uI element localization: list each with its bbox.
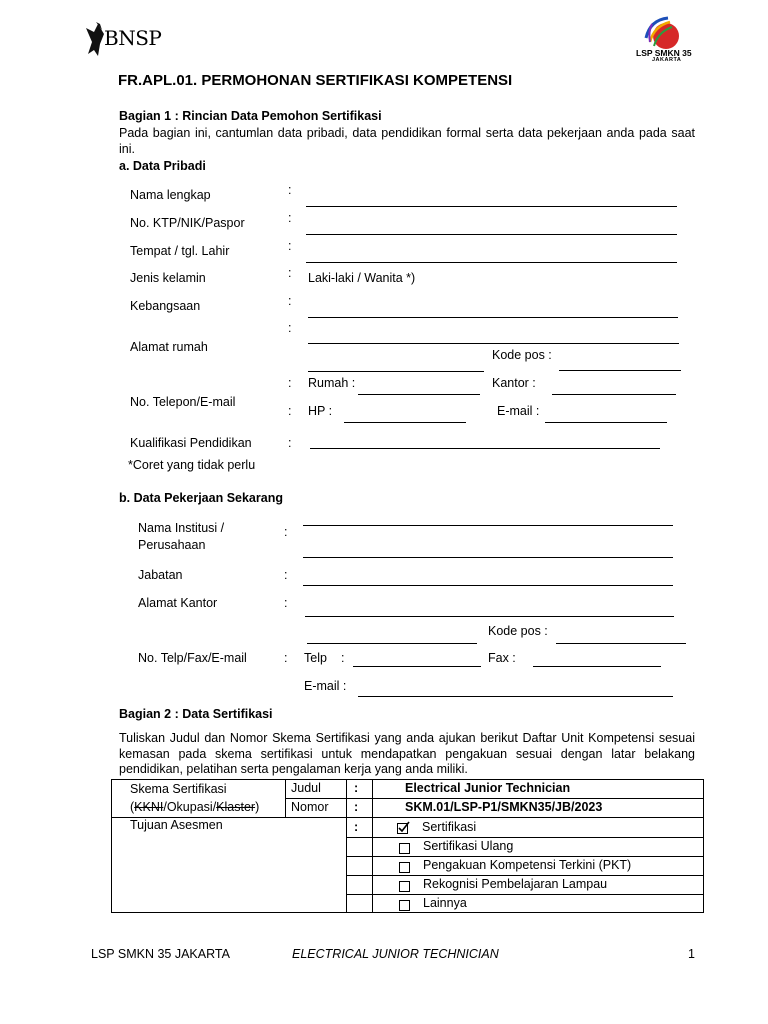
- telepon-label: No. Telepon/E-mail: [130, 395, 236, 409]
- sertifikasi-table: [111, 779, 704, 913]
- section-b-heading: b. Data Pekerjaan Sekarang: [119, 491, 283, 505]
- work-email-label: E-mail :: [304, 679, 347, 693]
- bagian2-intro: Tuliskan Judul dan Nomor Skema Sertifikasi yang anda ajukan berikut Daftar Unit Kompetensi sesuai kemasan pada skema sertifikasi untuk mendapatkan pengakuan sesuai dengan latar belakang pendidikan, pelatihan serta pengalaman kerja yang anda miliki.: [119, 731, 695, 776]
- lsp-logo-line2: JAKARTA: [652, 57, 682, 63]
- colon: :: [288, 404, 292, 418]
- alamat-kantor-field-line1[interactable]: [305, 616, 674, 617]
- colon: :: [284, 651, 288, 665]
- colon: :: [288, 183, 292, 197]
- option-lainnya: Lainnya: [423, 896, 467, 910]
- table-divider: [346, 875, 704, 876]
- colon: :: [354, 820, 359, 834]
- alamat-field-line1[interactable]: [308, 343, 679, 344]
- email-field[interactable]: [545, 422, 667, 423]
- colon: :: [284, 568, 288, 582]
- skema-label-2: [130, 800, 259, 814]
- hp-label: HP :: [308, 404, 333, 418]
- footer-page-number: 1: [688, 947, 695, 961]
- jabatan-field[interactable]: [303, 585, 673, 586]
- checkbox-lainnya[interactable]: [399, 900, 410, 911]
- colon: :: [288, 321, 292, 335]
- colon: :: [288, 294, 292, 308]
- kodepos-label: Kode pos :: [492, 348, 552, 362]
- telp-fax-label: No. Telp/Fax/E-mail: [138, 651, 247, 665]
- bagian1-intro: Pada bagian ini, cantumlan data pribadi, data pendidikan formal serta data pekerjaan anda pada saat ini.: [119, 126, 695, 156]
- bagian2-heading: Bagian 2 : Data Sertifikasi: [119, 707, 273, 721]
- kodepos-field[interactable]: [559, 370, 681, 371]
- nama-label: Nama lengkap: [130, 188, 211, 202]
- colon: :: [284, 596, 288, 610]
- kualifikasi-field[interactable]: [310, 448, 660, 449]
- institusi-field-line2[interactable]: [303, 557, 673, 558]
- check-icon: [397, 821, 410, 834]
- judul-label: Judul: [291, 781, 321, 795]
- table-divider: [285, 780, 286, 818]
- rumah-label: Rumah :: [308, 376, 356, 390]
- skema-kkni: KKNI: [134, 800, 164, 814]
- alamat-kantor-label: Alamat Kantor: [138, 596, 218, 610]
- judul-value: Electrical Junior Technician: [405, 781, 571, 795]
- option-rpl: Rekognisi Pembelajaran Lampau: [423, 877, 608, 891]
- skema-label-1: Skema Sertifikasi: [130, 782, 227, 796]
- skema-okupasi: /Okupasi/: [163, 800, 217, 814]
- ktp-field[interactable]: [306, 234, 677, 235]
- skema-open-paren: (: [130, 800, 135, 814]
- rumah-field[interactable]: [358, 394, 480, 395]
- jenis-kelamin-value[interactable]: Laki-laki / Wanita *): [308, 271, 416, 285]
- table-divider: [372, 780, 373, 912]
- colon: :: [288, 376, 292, 390]
- table-divider: [346, 837, 704, 838]
- institusi-label-2: Perusahaan: [138, 538, 206, 552]
- table-divider: [285, 798, 704, 799]
- institusi-label-1: Nama Institusi /: [138, 521, 225, 535]
- ttl-label: Tempat / tgl. Lahir: [130, 244, 230, 258]
- note-coret: *Coret yang tidak perlu: [128, 458, 256, 472]
- ttl-field[interactable]: [306, 262, 677, 263]
- alamat-kantor-field-line2[interactable]: [307, 643, 477, 644]
- work-email-field[interactable]: [358, 696, 673, 697]
- kebangsaan-label: Kebangsaan: [130, 299, 201, 313]
- checkbox-sertifikasi-ulang[interactable]: [399, 843, 410, 854]
- colon: :: [354, 800, 359, 814]
- table-divider: [346, 856, 704, 857]
- colon: :: [288, 211, 292, 225]
- work-kodepos-field[interactable]: [556, 643, 686, 644]
- checkbox-rpl[interactable]: [399, 881, 410, 892]
- colon: :: [341, 651, 345, 665]
- bagian1-heading: Bagian 1 : Rincian Data Pemohon Sertifikasi: [119, 109, 382, 123]
- kantor-label: Kantor :: [492, 376, 536, 390]
- alamat-label: Alamat rumah: [130, 340, 208, 354]
- checkbox-pkt[interactable]: [399, 862, 410, 873]
- table-divider: [346, 894, 704, 895]
- colon: :: [284, 525, 288, 539]
- kantor-field[interactable]: [552, 394, 676, 395]
- document-title: FR.APL.01. PERMOHONAN SERTIFIKASI KOMPETENSI: [118, 72, 513, 89]
- lsp-logo-line1: LSP SMKN 35: [636, 48, 692, 58]
- footer-left: LSP SMKN 35 JAKARTA: [91, 947, 230, 961]
- nomor-value: SKM.01/LSP-P1/SMKN35/JB/2023: [405, 800, 603, 814]
- alamat-field-line2[interactable]: [308, 371, 484, 372]
- colon: :: [288, 266, 292, 280]
- nomor-label: Nomor: [291, 800, 329, 814]
- colon: :: [288, 239, 292, 253]
- skema-close-paren: ): [255, 800, 260, 814]
- institusi-field-line1[interactable]: [303, 525, 673, 526]
- option-sertifikasi-ulang: Sertifikasi Ulang: [423, 839, 514, 853]
- colon: :: [354, 781, 359, 795]
- telp-field[interactable]: [353, 666, 481, 667]
- hp-field[interactable]: [344, 422, 466, 423]
- colon: :: [288, 436, 292, 450]
- checkbox-sertifikasi[interactable]: [397, 823, 408, 834]
- table-divider: [346, 780, 347, 912]
- telp-label: Telp: [304, 651, 327, 665]
- jabatan-label: Jabatan: [138, 568, 183, 582]
- footer-center: ELECTRICAL JUNIOR TECHNICIAN: [292, 947, 499, 961]
- section-a-heading: a. Data Pribadi: [119, 159, 206, 173]
- ktp-label: No. KTP/NIK/Paspor: [130, 216, 245, 230]
- option-pkt: Pengakuan Kompetensi Terkini (PKT): [423, 858, 632, 872]
- skema-klaster: Klaster: [216, 800, 256, 814]
- fax-field[interactable]: [533, 666, 661, 667]
- kualifikasi-label: Kualifikasi Pendidikan: [130, 436, 252, 450]
- option-sertifikasi: Sertifikasi: [422, 820, 477, 834]
- nama-field[interactable]: [306, 206, 677, 207]
- bnsp-logo-text: BNSP: [104, 26, 162, 50]
- kebangsaan-field[interactable]: [308, 317, 678, 318]
- tujuan-label: Tujuan Asesmen: [130, 818, 223, 832]
- fax-label: Fax :: [488, 651, 516, 665]
- jenis-kelamin-label: Jenis kelamin: [130, 271, 206, 285]
- email-label: E-mail :: [497, 404, 540, 418]
- work-kodepos-label: Kode pos :: [488, 624, 548, 638]
